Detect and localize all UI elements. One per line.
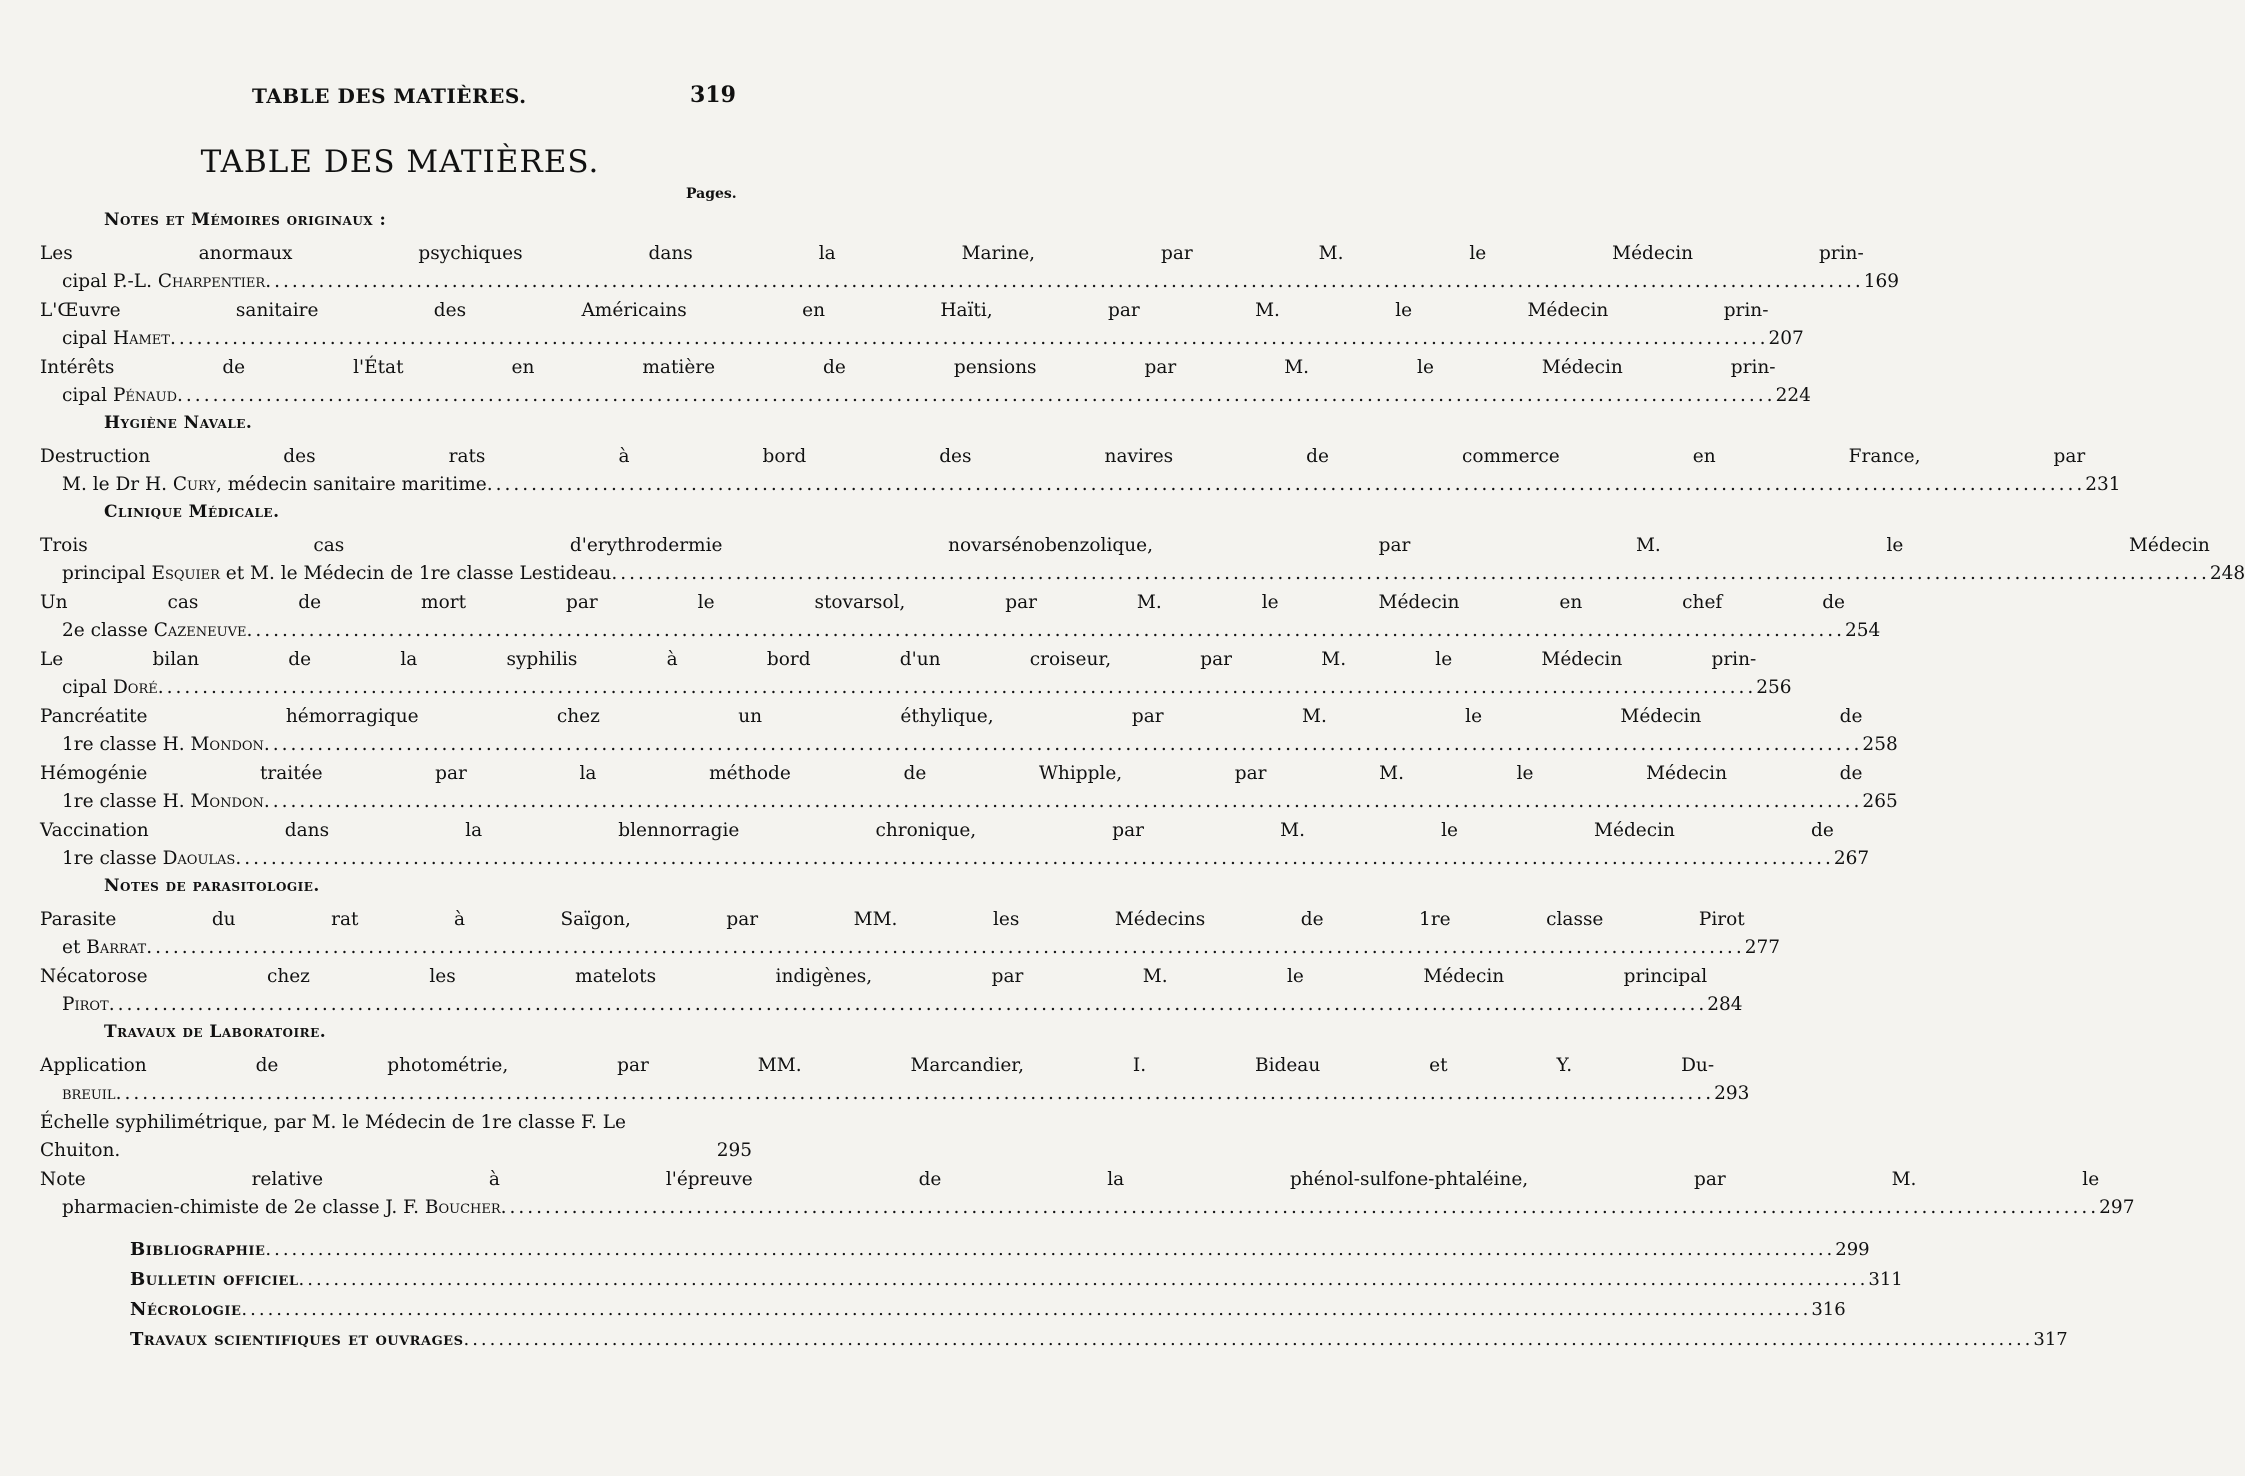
leader-dots bbox=[463, 1325, 2033, 1355]
entry-author-prefix: 2e classe bbox=[62, 619, 154, 641]
entry-line-2 bbox=[40, 991, 1707, 1019]
running-title: TABLE DES MATIÈRES. bbox=[252, 84, 527, 108]
leader-dots bbox=[299, 1265, 1869, 1295]
entry-text bbox=[40, 589, 1845, 644]
closing-page-number: 311 bbox=[1868, 1269, 1903, 1290]
entry-author bbox=[62, 991, 109, 1019]
entry-line-2 bbox=[40, 1080, 1714, 1108]
entry-line-1: Hémogénie traitée par la méthode de Whipple, par M. le Médecin de bbox=[40, 763, 1863, 784]
entry-line-1: Parasite du rat à Saïgon, par MM. les Médecins de 1re classe Pirot bbox=[40, 909, 1745, 930]
entry-line-1: Pancréatite hémorragique chez un éthylique, par M. le Médecin de bbox=[40, 706, 1863, 727]
entry-author-name: Mondon bbox=[190, 733, 264, 755]
entry-author bbox=[62, 788, 264, 816]
toc-entry bbox=[40, 240, 1900, 295]
entry-author-prefix: cipal bbox=[62, 384, 113, 406]
entry-line-1: Le bilan de la syphilis à bord d'un croiseur, par M. le Médecin prin- bbox=[40, 649, 1757, 670]
entry-text bbox=[40, 532, 2210, 587]
entry-line-1: Un cas de mort par le stovarsol, par M. le Médecin en chef de bbox=[40, 592, 1846, 613]
pages-column-label: Pages. bbox=[686, 186, 737, 202]
entry-page-number: 265 bbox=[1862, 790, 1898, 812]
entry-page-number: 293 bbox=[1714, 1082, 1750, 1104]
entry-author bbox=[62, 268, 265, 296]
leader-dots bbox=[611, 560, 2210, 588]
entry-author-name: Cury bbox=[172, 473, 216, 495]
entry-text bbox=[40, 906, 1745, 961]
entry-page-number: 297 bbox=[2099, 1196, 2135, 1218]
entry-text bbox=[40, 1109, 706, 1164]
closing-page-number: 317 bbox=[2033, 1329, 2068, 1350]
entry-author-prefix: pharmacien-chimiste de 2e classe J. F. bbox=[62, 1196, 425, 1218]
entry-line-2 bbox=[40, 845, 1834, 873]
entry-text bbox=[40, 297, 1768, 352]
entry-author-prefix: cipal bbox=[62, 327, 113, 349]
entry-line-2 bbox=[40, 471, 2085, 499]
closing-entry bbox=[40, 1235, 1870, 1265]
entry-text bbox=[40, 240, 1864, 295]
closing-sections bbox=[40, 1235, 2068, 1355]
entry-page-number: 254 bbox=[1845, 619, 1881, 641]
entry-line-2 bbox=[40, 788, 1862, 816]
entry-author bbox=[62, 617, 247, 645]
closing-label: Bulletin officiel bbox=[130, 1269, 299, 1290]
page-number: 319 bbox=[690, 82, 736, 108]
entry-author-prefix: cipal P.-L. bbox=[62, 270, 158, 292]
entry-author-prefix: principal bbox=[62, 562, 152, 584]
running-header bbox=[0, 78, 800, 118]
toc-entry bbox=[40, 646, 1792, 701]
entry-author-name: Pénaud bbox=[112, 384, 178, 406]
entry-author-prefix: 1re classe H. bbox=[62, 733, 191, 755]
leader-dots bbox=[235, 845, 1834, 873]
leader-dots bbox=[264, 788, 1863, 816]
entry-text bbox=[40, 1166, 2099, 1221]
leader-dots bbox=[116, 1080, 1715, 1108]
entry-page-number: 284 bbox=[1707, 993, 1743, 1015]
entry-line-2 bbox=[40, 934, 1745, 962]
entry-page-number: 277 bbox=[1744, 936, 1781, 958]
entry-author-name: Esquier bbox=[151, 562, 220, 584]
toc-entry bbox=[40, 963, 1743, 1018]
closing-label: Bibliographie bbox=[130, 1239, 266, 1260]
entry-line-2 bbox=[40, 731, 1862, 759]
leader-dots bbox=[170, 325, 1769, 353]
entry-text bbox=[40, 354, 1776, 409]
entry-line-1: Intérêts de l'État en matière de pensions par M. le Médecin prin- bbox=[40, 357, 1776, 378]
entry-text bbox=[40, 1052, 1714, 1107]
entry-author-prefix: cipal bbox=[62, 676, 113, 698]
section-heading: Travaux de Laboratoire. bbox=[104, 1022, 327, 1042]
entry-page-number: 224 bbox=[1775, 384, 1811, 406]
toc-entry bbox=[40, 297, 1804, 352]
entry-page-number: 248 bbox=[2209, 562, 2245, 584]
entry-line-2 bbox=[40, 382, 1776, 410]
entry-author-name: Doré bbox=[112, 676, 158, 698]
entry-page-number: 267 bbox=[1833, 847, 1870, 869]
leader-dots bbox=[241, 1295, 1811, 1325]
entry-text bbox=[40, 817, 1834, 872]
entry-author-name: Daoulas bbox=[162, 847, 236, 869]
entry-text bbox=[40, 646, 1756, 701]
leader-dots bbox=[501, 1194, 2100, 1222]
entry-author-name: Cazeneuve bbox=[153, 619, 247, 641]
entry-page-number: 231 bbox=[2085, 473, 2121, 495]
toc-entry bbox=[40, 1052, 1750, 1107]
entry-author bbox=[62, 382, 177, 410]
entry-author-name: breuil bbox=[62, 1082, 116, 1104]
entry-author-prefix: 1re classe bbox=[62, 847, 163, 869]
leader-dots bbox=[177, 382, 1776, 410]
leader-dots bbox=[487, 471, 2086, 499]
leader-dots bbox=[247, 617, 1846, 645]
toc-entry bbox=[40, 1109, 752, 1164]
entry-line-2 bbox=[40, 674, 1756, 702]
toc-entry bbox=[40, 817, 1870, 872]
entry-line-2 bbox=[40, 268, 1864, 296]
entry-author bbox=[62, 1194, 501, 1222]
entry-author-name: Charpentier bbox=[157, 270, 266, 292]
toc-entry bbox=[40, 1166, 2135, 1221]
entry-author-name: Hamet bbox=[112, 327, 170, 349]
leader-dots bbox=[146, 934, 1745, 962]
entry-line-1: Application de photométrie, par MM. Marcandier, I. Bideau et Y. Du- bbox=[40, 1055, 1715, 1076]
entry-line-1: Note relative à l'épreuve de la phénol-sulfone-phtaléine, par M. le bbox=[40, 1169, 2100, 1190]
entry-author-suffix: et M. le Médecin de 1re classe Lestideau bbox=[219, 562, 612, 584]
leader-dots bbox=[265, 268, 1864, 296]
entry-author bbox=[62, 731, 264, 759]
entry-line-1: Trois cas d'erythrodermie novarsénobenzolique, par M. le Médecin bbox=[40, 535, 2210, 556]
closing-entry bbox=[40, 1265, 1903, 1295]
closing-label: Travaux scientifiques et ouvrages bbox=[130, 1329, 464, 1350]
entry-line-1: Les anormaux psychiques dans la Marine, par M. le Médecin prin- bbox=[40, 243, 1864, 264]
toc-entry bbox=[40, 703, 1898, 758]
toc-entry bbox=[40, 443, 2121, 498]
leader-dots bbox=[265, 1235, 1835, 1265]
toc-entry bbox=[40, 532, 2245, 587]
closing-entry bbox=[40, 1325, 2068, 1355]
entry-author-prefix: et bbox=[62, 936, 87, 958]
leader-dots bbox=[264, 731, 1863, 759]
entry-author bbox=[62, 560, 611, 588]
entry-text bbox=[40, 963, 1707, 1018]
section-heading: Notes de parasitologie. bbox=[104, 876, 320, 896]
table-of-contents bbox=[40, 206, 2245, 1355]
closing-entry bbox=[40, 1295, 1846, 1325]
entry-line-1: L'Œuvre sanitaire des Américains en Haïti, par M. le Médecin prin- bbox=[40, 300, 1769, 321]
entry-author bbox=[62, 1080, 116, 1108]
entry-line-1: Destruction des rats à bord des navires de commerce en France, par bbox=[40, 446, 2086, 467]
entry-line-2 bbox=[40, 325, 1768, 353]
entry-page-number: 258 bbox=[1862, 733, 1898, 755]
page-title: TABLE DES MATIÈRES. bbox=[200, 144, 600, 180]
closing-page-number: 299 bbox=[1835, 1239, 1870, 1260]
section-heading: Clinique Médicale. bbox=[104, 502, 280, 522]
entry-author-name: Pirot bbox=[62, 993, 109, 1015]
section-heading: Hygiène Navale. bbox=[104, 413, 253, 433]
entry-text bbox=[40, 760, 1862, 815]
entry-page-number: 295 bbox=[716, 1139, 752, 1161]
entry-author bbox=[62, 325, 170, 353]
entry-author-prefix: M. le Dr H. bbox=[62, 473, 173, 495]
closing-label: Nécrologie bbox=[130, 1299, 242, 1320]
toc-entry bbox=[40, 354, 1811, 409]
entry-text bbox=[40, 443, 2085, 498]
entry-author-prefix: 1re classe H. bbox=[62, 790, 191, 812]
entry-author-name: Barrat bbox=[86, 936, 147, 958]
entry-line-2 bbox=[40, 1194, 2099, 1222]
entry-line-1: Échelle syphilimétrique, par M. le Médecin de 1re classe F. Le Chuiton. bbox=[40, 1112, 626, 1161]
toc-entry bbox=[40, 589, 1881, 644]
entry-page-number: 169 bbox=[1863, 270, 1900, 292]
section-heading: Notes et Mémoires originaux : bbox=[104, 210, 387, 230]
leader-dots bbox=[109, 991, 1708, 1019]
closing-page-number: 316 bbox=[1811, 1299, 1846, 1320]
entry-author bbox=[62, 845, 235, 873]
entry-line-1: Vaccination dans la blennorragie chronique, par M. le Médecin de bbox=[40, 820, 1834, 841]
entry-author-name: Mondon bbox=[190, 790, 264, 812]
entry-line-2 bbox=[40, 560, 2210, 588]
entry-author-suffix: , médecin sanitaire maritime bbox=[216, 473, 487, 495]
leader-dots bbox=[158, 674, 1757, 702]
entry-page-number: 256 bbox=[1756, 676, 1792, 698]
entry-author bbox=[62, 934, 146, 962]
entry-author bbox=[62, 674, 158, 702]
entry-line-1: Nécatorose chez les matelots indigènes, par M. le Médecin principal bbox=[40, 966, 1708, 987]
entry-line-2 bbox=[40, 617, 1845, 645]
entry-author-name: Boucher bbox=[424, 1196, 501, 1218]
toc-entry bbox=[40, 906, 1781, 961]
entry-page-number: 207 bbox=[1768, 327, 1804, 349]
entry-text bbox=[40, 703, 1862, 758]
toc-entry bbox=[40, 760, 1898, 815]
entry-author bbox=[62, 471, 487, 499]
